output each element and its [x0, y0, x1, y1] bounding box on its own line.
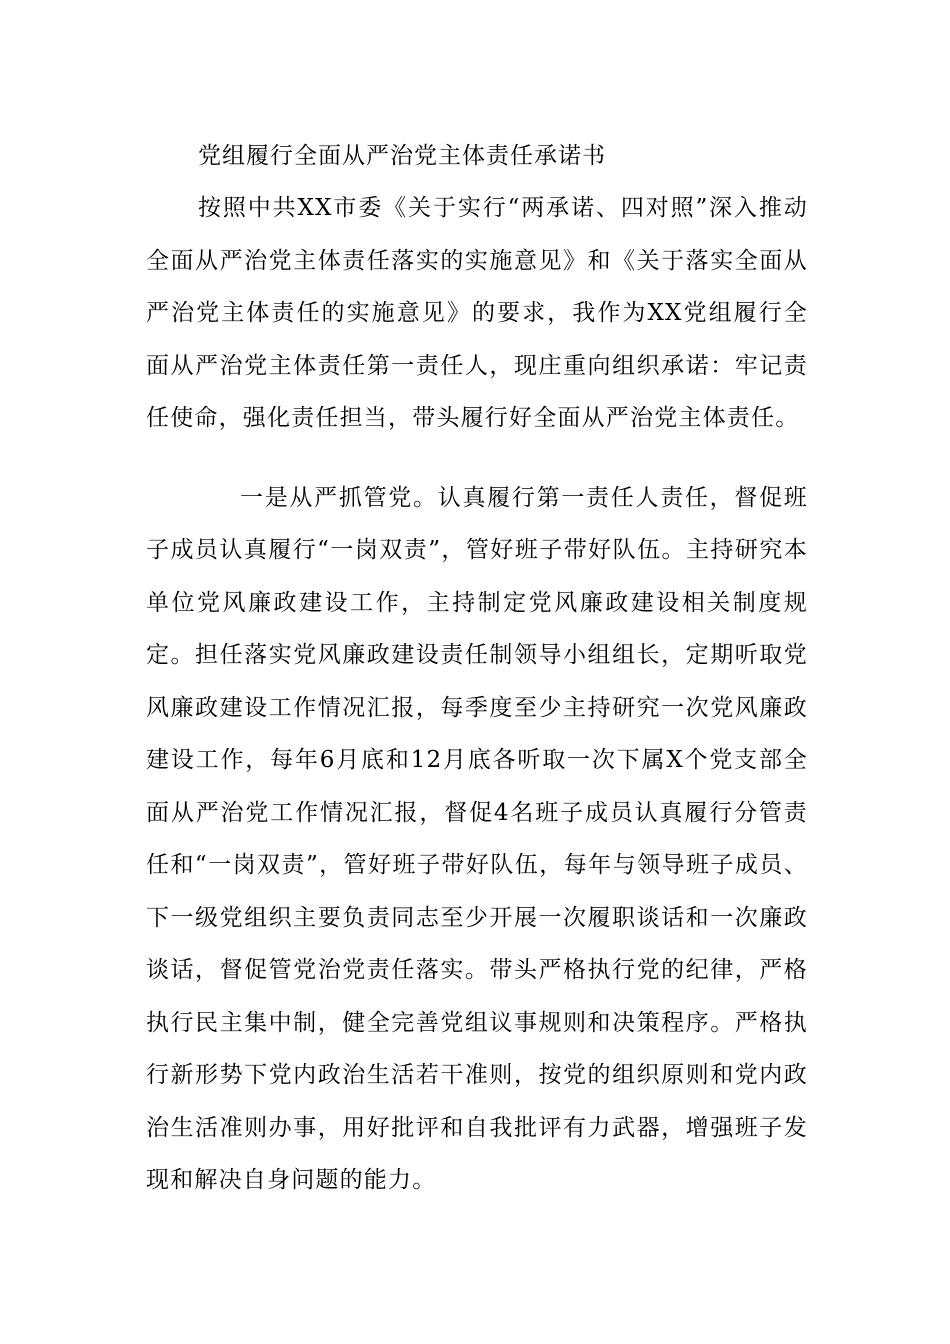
document-title: 党组履行全面从严治党主体责任承诺书 [198, 143, 606, 169]
intro-paragraph: 按照中共XX市委《关于实行“两承诺、四对照”深入推动全面从严治党主体责任落实的实施意见》和《关于落实全面从严治党主体责任的实施意见》的要求，我作为XX党组履行全面从严治党主体责任第一责任人，现庄重向组织承诺：牢记责任使命，强化责任担当，带头履行好全面从严治党主体责任。 [146, 195, 808, 431]
section-one-paragraph: 一是从严抓管党。认真履行第一责任人责任，督促班子成员认真履行“一岗双责”，管好班子带好队伍。主持研究本单位党风廉政建设工作，主持制定党风廉政建设相关制度规定。担任落实党风廉政建设责任制领导小组组长，定期听取党风廉政建设工作情况汇报，每季度至少主持研究一次党风廉政建设工作，每年6月底和12月底各听取一次下属X个党支部全面从严治党工作情况汇报，督促4名班子成员认真履行分管责任和“一岗双责”，管好班子带好队伍，每年与领导班子成员、下一级党组织主要负责同志至少开展一次履职谈话和一次廉政谈话，督促管党治党责任落实。带头严格执行党的纪律，严格执行民主集中制，健全完善党组议事规则和决策程序。严格执行新形势下党内政治生活若干准则，按党的组织原则和党内政治生活准则办事，用好批评和自我批评有力武器，增强班子发现和解决自身问题的能力。 [146, 484, 808, 1193]
document-body [146, 130, 808, 1207]
